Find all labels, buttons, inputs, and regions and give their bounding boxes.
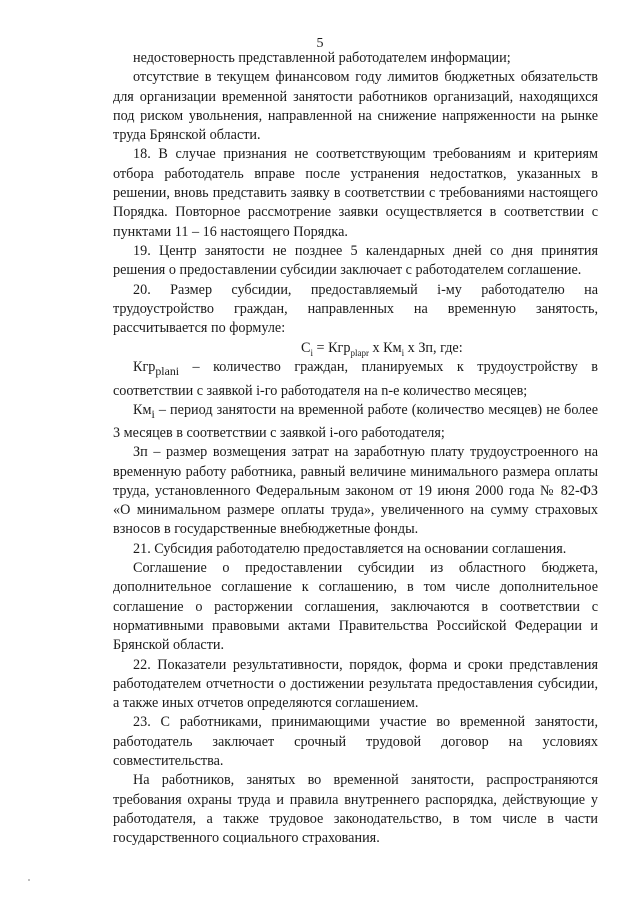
paragraph-20: 20. Размер субсидии, предоставляемый i-му работодателю на трудоустройство граждан, направленных на временную занятость, рассчитывается по формуле: bbox=[113, 281, 598, 337]
definition-kgr-term: Кгр bbox=[133, 359, 156, 376]
formula-eq-kgr: = Кгр bbox=[312, 340, 351, 357]
definition-km-subscript: i bbox=[151, 406, 155, 421]
subsidy-formula bbox=[113, 338, 598, 358]
paragraph-temporary-workers: На работников, занятых во временной занятости, распространяются требования охраны труда и правила внутреннего распорядка, действующие у работодателя, а также трудовое законодательство, в том числе в части государственного социального страхования. bbox=[113, 772, 598, 847]
paragraph-21: 21. Субсидия работодателю предоставляется на основании соглашения. bbox=[133, 540, 567, 557]
paragraph-21-agreement: Соглашение о предоставлении субсидии из областного бюджета, дополнительное соглашение к соглашению, в том числе дополнительное соглашение о расторжении соглашения, заключаются в соответствии с нормативными правовыми актами Правительства Российской Федерации и Брянской области. bbox=[113, 560, 598, 654]
paragraph-budget-limits: отсутствие в текущем финансовом году лимитов бюджетных обязательств для организации временной занятости работников организаций, находящихся под риском увольнения, направленной на снижение напряженности на рынке труда Брянской области. bbox=[113, 69, 598, 144]
paragraph-23: 23. С работниками, принимающими участие во временной занятости, работодатель заключает срочный трудовой договор на условиях совместительства. bbox=[113, 714, 598, 770]
document-body bbox=[113, 49, 598, 849]
page-number: 5 bbox=[316, 36, 324, 51]
definition-km-term: Км bbox=[133, 401, 152, 418]
paragraph-18: 18. В случае признания не соответствующим требованиям и критериям отбора работодатель вправе после устранения недостатков, указанных в решении, вновь представить заявку в соответствии с требованиями настоящего Порядка. Повторное рассмотрение заявки осуществляется в соответствии с пунктами 11 – 16 настоящего Порядка. bbox=[113, 146, 598, 240]
formula-lhs-subscript: i bbox=[310, 348, 313, 359]
paragraph-unreliable-info: недостоверность представленной работодателем информации; bbox=[133, 50, 511, 66]
formula-kgr-subscript: plapr bbox=[350, 348, 369, 359]
paragraph-22: 22. Показатели результативности, порядок, форма и сроки представления работодателем отчетности о достижении результата предоставления субсидии, а также иных отчетов определяются соглашением. bbox=[113, 656, 598, 712]
paragraph-19: 19. Центр занятости не позднее 5 календарных дней со дня принятия решения о предоставлении субсидии заключает с работодателем соглашение. bbox=[113, 242, 598, 279]
definition-zp: Зп – размер возмещения затрат на заработную плату трудоустроенного на временную работу работника, равный величине минимального размера оплаты труда, установленного Федеральным законом от 19 июня 2000 года № 82-ФЗ «О минимальном размере оплаты труда», увеличенного на сумму страховых взносов в государственные внебюджетные фонды. bbox=[113, 444, 598, 538]
scan-dot bbox=[28, 879, 30, 881]
definition-kgr-subscript: plani bbox=[155, 364, 180, 379]
definition-kgr-text: – количество граждан, планируемых к трудоустройству в соответствии с заявкой i-го работодателя на n-е количество месяцев; bbox=[113, 359, 598, 399]
formula-lhs: C bbox=[301, 340, 311, 357]
definition-km bbox=[113, 401, 598, 443]
definition-km-text: – период занятости на временной работе (количество месяцев) не более 3 месяцев в соответствии с заявкой i-ого работодателя; bbox=[113, 401, 598, 441]
formula-rest: х Зп, где: bbox=[404, 340, 463, 357]
definition-kgr bbox=[113, 358, 598, 400]
formula-km-subscript: i bbox=[401, 348, 405, 359]
formula-km: х Км bbox=[368, 340, 402, 357]
